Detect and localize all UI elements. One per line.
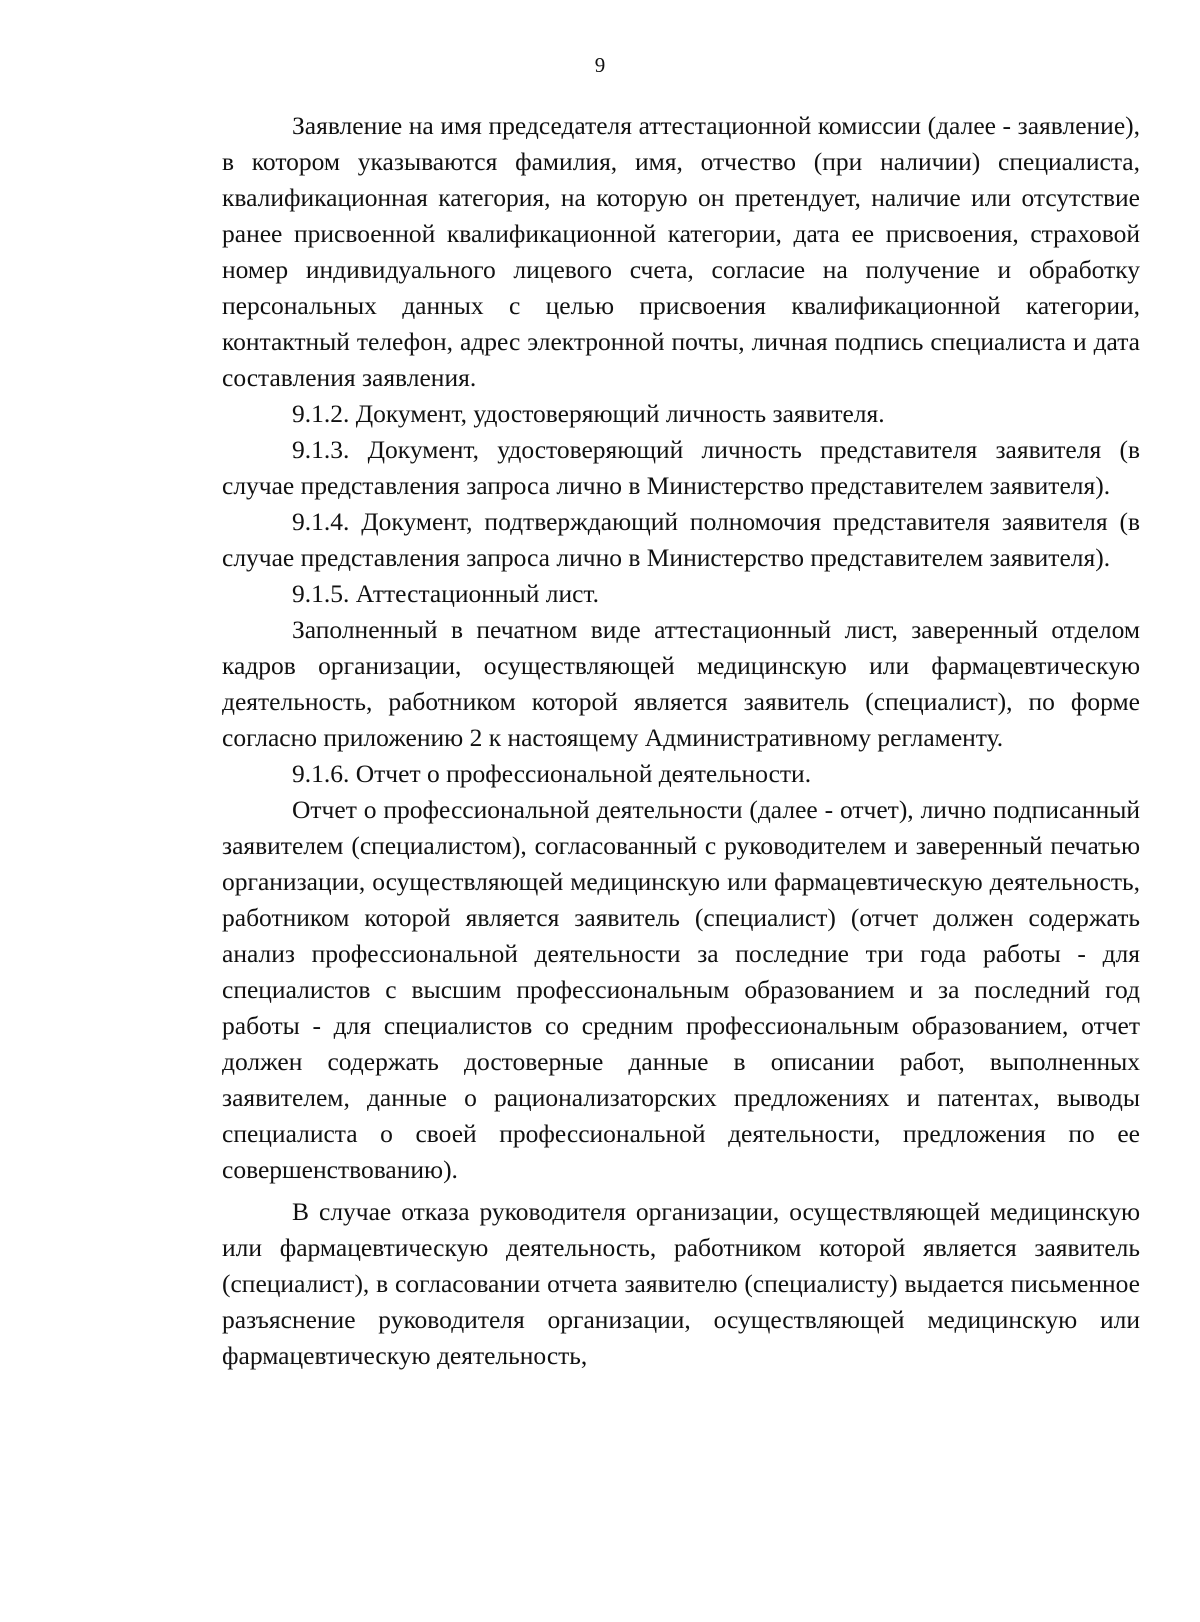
- paragraph-9-1-5: 9.1.5. Аттестационный лист.: [292, 579, 600, 608]
- paragraph-application: Заявление на имя председателя аттестационной комиссии (далее - заявление), в котором указываются фамилия, имя, отчество (при наличии) специалиста, квалификационная категория, на которую он претендует, наличие или отсутствие ранее присвоенной квалификационной категории, дата ее присвоения, страховой номер индивидуального лицевого счета, согласие на получение и обработку персональных данных с целью присвоения квалификационной категории, контактный телефон, адрес электронной почты, личная подпись специалиста и дата составления заявления.: [222, 111, 1140, 392]
- paragraph-report: Отчет о профессиональной деятельности (далее - отчет), лично подписанный заявителем (специалистом), согласованный с руководителем и заверенный печатью организации, осуществляющей медицинскую или фармацевтическую деятельность, работником которой является заявитель (специалист) (отчет должен содержать анализ профессиональной деятельности за последние три года работы - для специалистов с высшим профессиональным образованием и за последний год работы - для специалистов со средним профессиональным образованием, отчет должен содержать достоверные данные в описании работ, выполненных заявителем, данные о рационализаторских предложениях и патентах, выводы специалиста о своей профессиональной деятельности, предложения по ее совершенствованию).: [222, 795, 1140, 1184]
- paragraph-9-1-6: 9.1.6. Отчет о профессиональной деятельности.: [292, 759, 812, 788]
- paragraph-9-1-4: 9.1.4. Документ, подтверждающий полномочия представителя заявителя (в случае представления запроса лично в Министерство представителем заявителя).: [222, 507, 1140, 572]
- paragraph-refusal: В случае отказа руководителя организации, осуществляющей медицинскую или фармацевтическую деятельность, работником которой является заявитель (специалист), в согласовании отчета заявителю (специалисту) выдается письменное разъяснение руководителя организации, осуществляющей медицинскую или фармацевтическую деятельность,: [222, 1197, 1140, 1370]
- paragraph-attestation-sheet: Заполненный в печатном виде аттестационный лист, заверенный отделом кадров организации, осуществляющей медицинскую или фармацевтическую деятельность, работником которой является заявитель (специалист), по форме согласно приложению 2 к настоящему Административному регламенту.: [222, 615, 1140, 752]
- page-number: 9: [594, 53, 606, 77]
- paragraph-9-1-3: 9.1.3. Документ, удостоверяющий личность представителя заявителя (в случае представления запроса лично в Министерство представителем заявителя).: [222, 435, 1140, 500]
- document-body: [222, 108, 1140, 1374]
- paragraph-9-1-2: 9.1.2. Документ, удостоверяющий личность заявителя.: [292, 399, 885, 428]
